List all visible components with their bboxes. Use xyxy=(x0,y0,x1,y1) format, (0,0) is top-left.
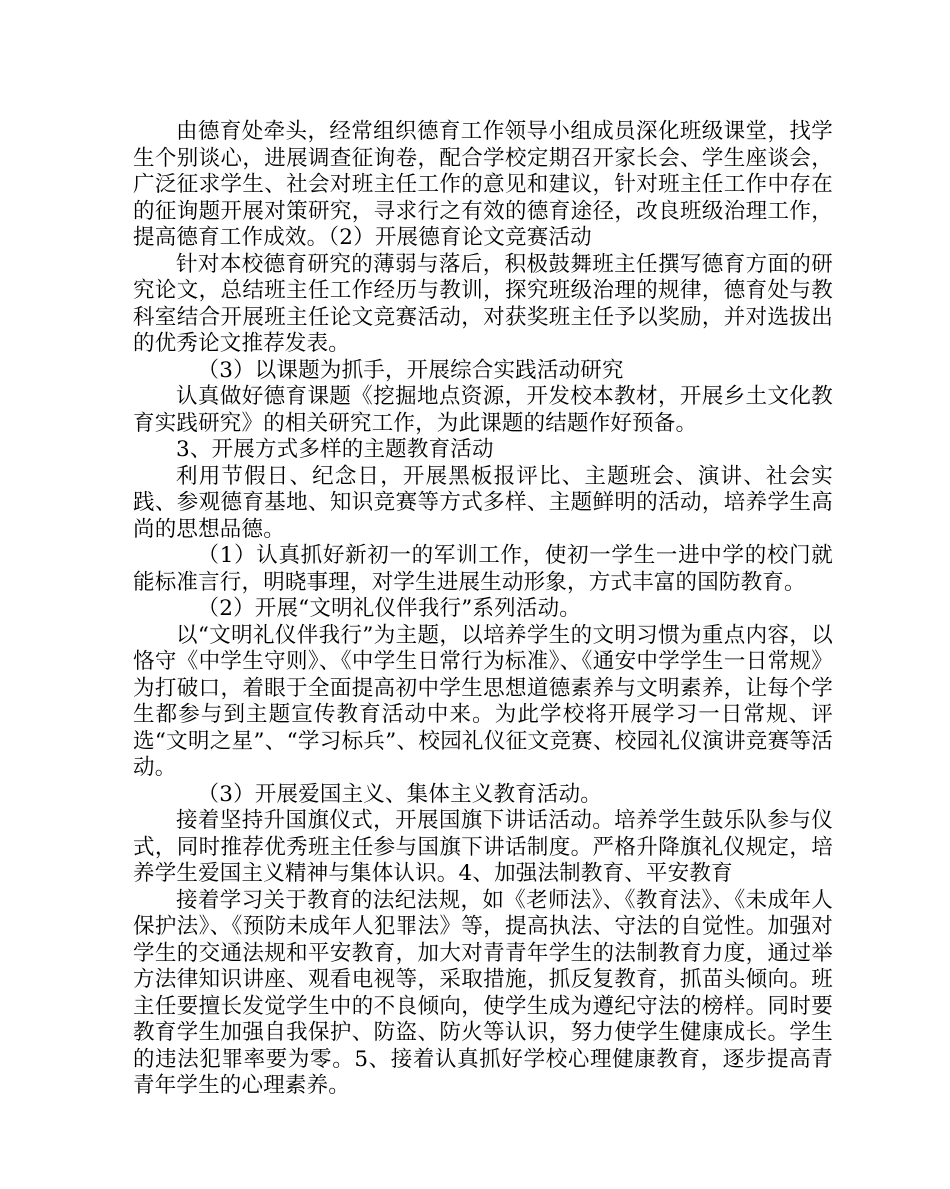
paragraph-heading-theme-education: 3、开展方式多样的主题教育活动 xyxy=(176,437,494,462)
paragraph-heading-patriotism: （3）开展爱国主义、集体主义教育活动。 xyxy=(197,781,602,807)
paragraph-military-training: （1）认真抓好新初一的军训工作，使初一学生一进中学的校门就能标准言行，明晓事理，对学生进展生动形象，方式丰富的国防教育。 xyxy=(133,543,833,595)
paragraph-heading-etiquette: （2）开展“文明礼仪伴我行”系列活动。 xyxy=(197,596,581,621)
paragraph-heading-research-topic: （3）以课题为抓手，开展综合实践活动研究 xyxy=(197,357,624,383)
document-body xyxy=(133,119,833,1100)
paragraph-class-management: 由德育处牵头，经常组织德育工作领导小组成员深化班级课堂，找学生个别谈心，进展调查征询卷，配合学校定期召开家长会、学生座谈会，广泛征求学生、社会对班主任工作的意见和建议，针对班主任工作中存在的征询题开展对策研究，寻求行之有效的德育途径，改良班级治理工作，提高德育工作成效。（2）开展德育论文竞赛活动 xyxy=(133,119,833,250)
paragraph-thesis-competition: 针对本校德育研究的薄弱与落后，积极鼓舞班主任撰写德育方面的研究论文，总结班主任工作经历与教训，探究班级治理的规律，德育处与教科室结合开展班主任论文竞赛活动，对获奖班主任予以奖励，并对选拔出的优秀论文推荐发表。 xyxy=(133,251,833,356)
paragraph-research-topic: 认真做好德育课题《挖掘地点资源，开发校本教材，开展乡土文化教育实践研究》的相关研究工作，为此课题的结题作好预备。 xyxy=(133,384,833,436)
paragraph-etiquette: 以“文明礼仪伴我行”为主题，以培养学生的文明习惯为重点内容，以恪守《中学生守则》、《中学生日常行为标准》、《通安中学学生一日常规》为打破口，着眼于全面提高初中学生思想道德素养与文明素养，让每个学生都参与到主题宣传教育活动中来。为此学校将开展学习一日常规、评选“文明之星”、“学习标兵”、校园礼仪征文竞赛、校园礼仪演讲竞赛等活动。 xyxy=(133,622,833,780)
paragraph-legal-education: 接着学习关于教育的法纪法规，如《老师法》、《教育法》、《未成年人保护法》、《预防未成年人犯罪法》等，提高执法、守法的自觉性。加强对学生的交通法规和平安教育，加大对青青年学生的法制教育力度，通过举方法律知识讲座、观看电视等，采取措施，抓反复教育，抓苗头倾向。班主任要擅长发觉学生中的不良倾向，使学生成为遵纪守法的榜样。同时要教育学生加强自我保护、防盗、防火等认识，努力使学生健康成长。学生的违法犯罪率要为零。5、接着认真抓好学校心理健康教育，逐步提高青青年学生的心理素养。 xyxy=(133,887,833,1098)
paragraph-flag-ceremony: 接着坚持升国旗仪式，开展国旗下讲话活动。培养学生鼓乐队参与仪式，同时推荐优秀班主任参与国旗下讲话制度。严格升降旗礼仪规定，培养学生爱国主义精神与集体认识。4、加强法制教育、平安教育 xyxy=(133,808,833,886)
paragraph-theme-education: 利用节假日、纪念日，开展黑板报评比、主题班会、演讲、社会实践、参观德育基地、知识竞赛等方式多样、主题鲜明的活动，培养学生高尚的思想品德。 xyxy=(133,463,833,542)
